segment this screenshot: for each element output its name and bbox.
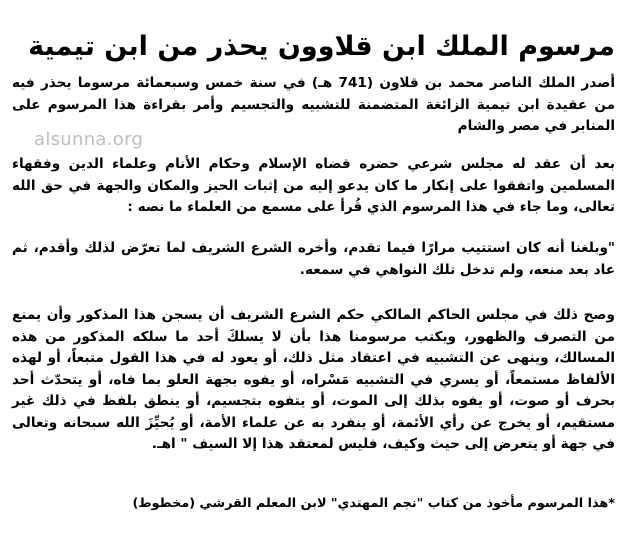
decree-quote-paragraph: "وبلغنا أنه كان استتيب مرارًا فيما تقدم، وأخره الشرع الشريف لما تعرّض لذلك وأقدم، ثم عاد بعد منعه، ولم تدخل تلك النواهي في سمعه. [12, 240, 615, 278]
page-title: مرسوم الملك ابن قلاوون يحذر من ابن تيمية [28, 31, 615, 62]
intro-paragraph: أصدر الملك الناصر محمد بن قلاون (741 هـ) في سنة خمس وسبعمائة مرسوما يحذر فيه من عقيدة ابن تيمية الزائغة المتضمنة للتشبيه والتجسيم وأمر بقراءة هذا المرسوم على المنابر في مصر والشام [12, 75, 616, 134]
ruling-paragraph: وصح ذلك في مجلس الحاكم المالكي حكم الشرع الشريف أن يسجن هذا المذكور وأن يمنع من التصرف والظهور، ويكتب مرسومنا هذا بأن لا يسلكَ أحد ما سلكه المذكور من هذه المسالك، وينهى عن التشبيه في اعتقاد مثل ذلك، أو يعود له في هذا القول متبعاً، أو لهذه الألفاظ مستمعاً، أو يسري في التشبيه مَسْراه، أو يفوه بجهة العلو بما فاه، أو يتحدّث أحد بحرف أو صوت، أو يفوه بذلك إلى الموت، أو يتفوه بتجسيم، أو ينطق بلفظ في ذلك غير مستقيم، أو يخرج عن رأي الأئمة، أو ينفرد به عن علماء الأمة، أو يُحيِّزَ الله سبحانه وتعالى في جهة أو يتعرض إلى حيث وكيف، فليس لمعتقد هذا إلا السيف " اهـ. [12, 307, 615, 452]
watermark-text: alsunna.org [30, 129, 147, 150]
council-paragraph: بعد أن عقد له مجلس شرعي حضره قضاه الإسلام وحكام الأنام وعلماء الدين وفقهاء المسلمين واتفقوا على إنكار ما كان يدعو إليه من إثبات الحيز والمكان والجهة في حق الله تعالى، وما جاء في هذا المرسوم الذي قُرأ على مسمع من العلماء ما نصه : [12, 156, 615, 215]
source-footnote: *هذا المرسوم مأخوذ من كتاب "نجم المهتدي" لابن المعلم القرشي (مخطوط) [132, 496, 615, 511]
